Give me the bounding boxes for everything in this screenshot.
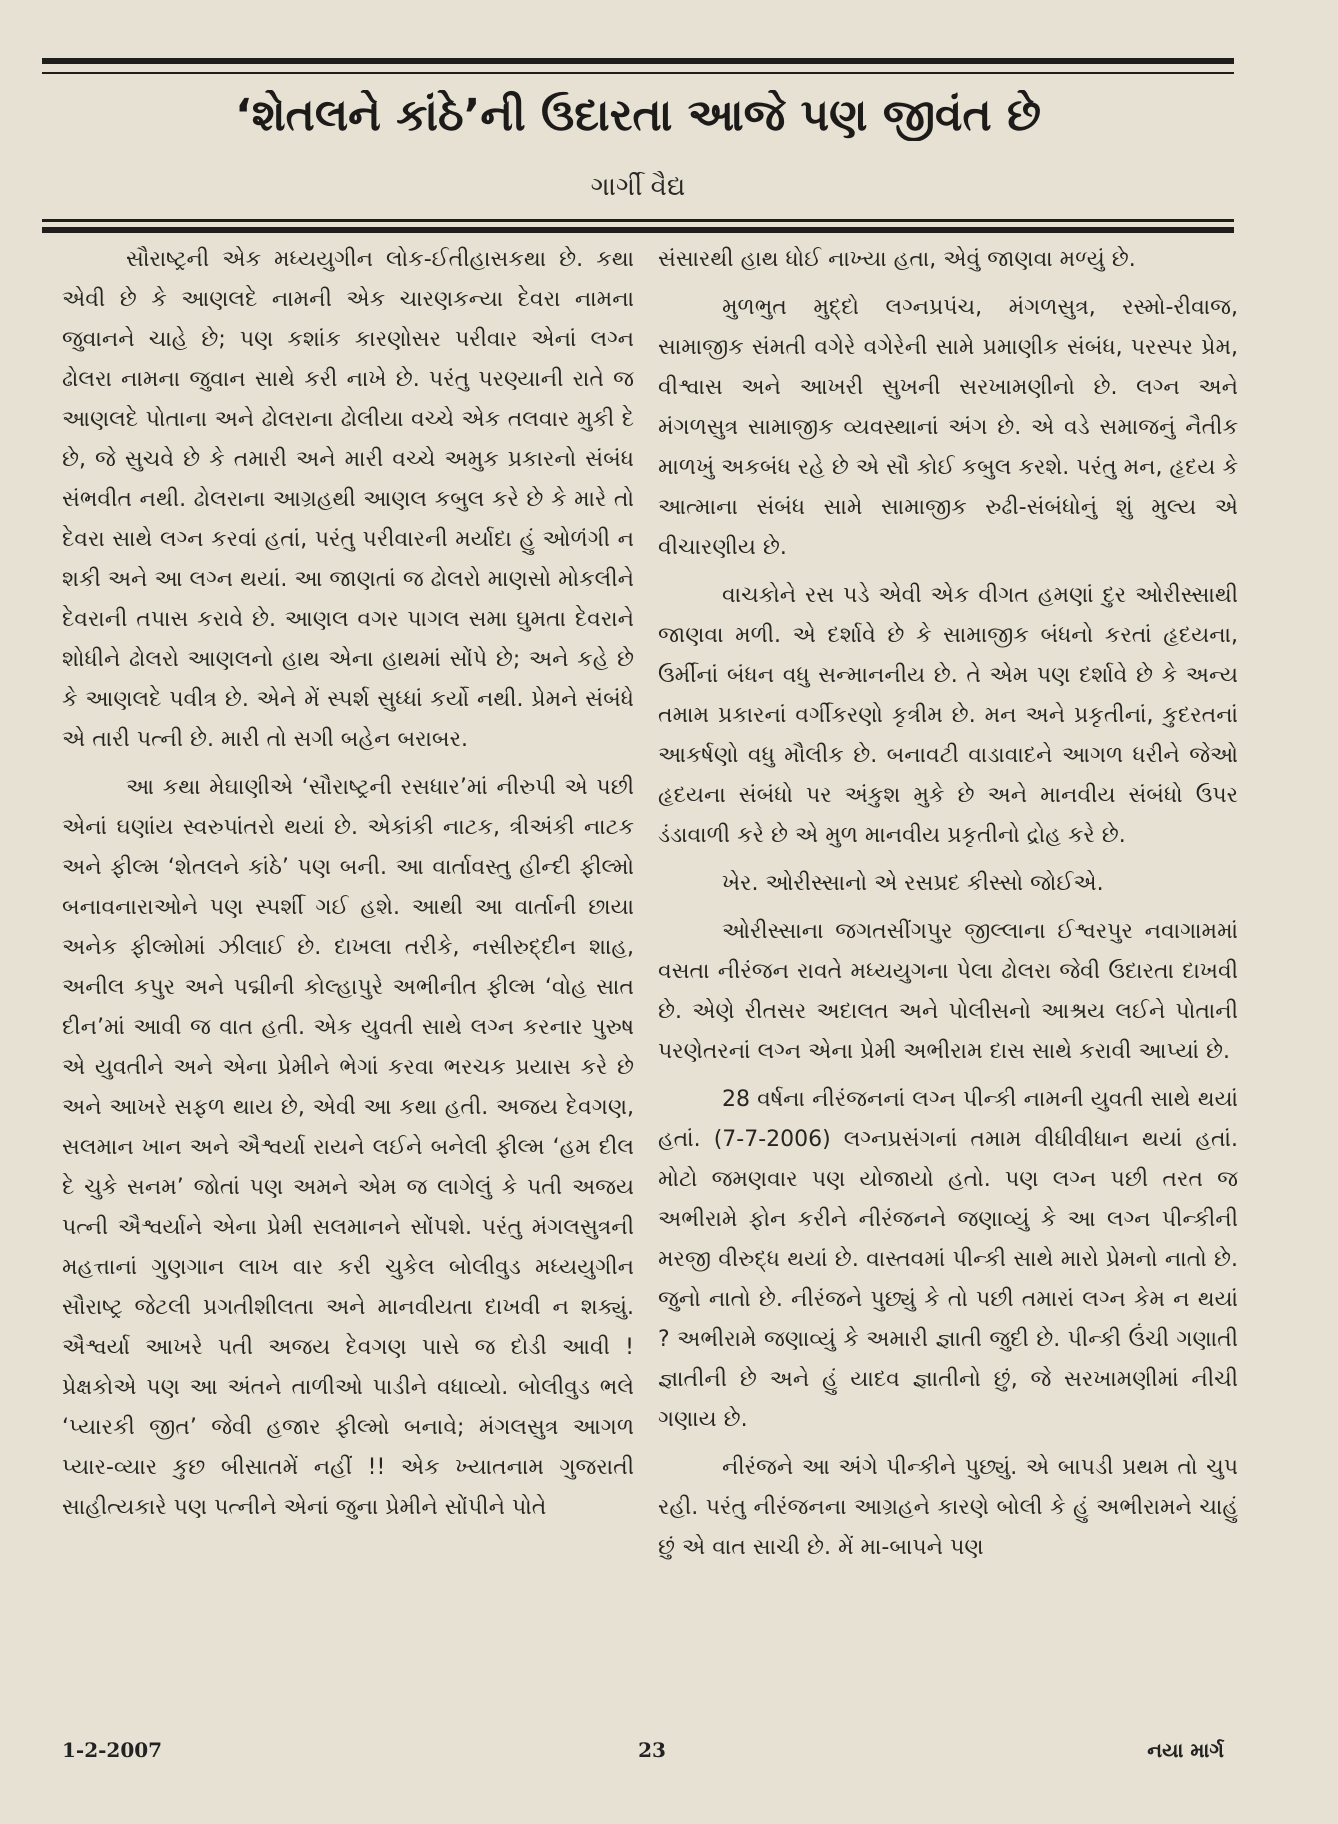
paragraph: ઓરીસ્સાના જગતસીંગપુર જીલ્લાના ઈશ્વરપુર નવાગામમાં વસતા નીરંજન રાવતે મધ્યયુગના પેલા ઢોલરા જેવી ઉદારતા દાખવી છે. એણે રીતસર અદાલત અને પોલીસનો આશ્રય લઈને પોતાની પરણેતરનાં લગ્ન એના પ્રેમી અભીરામ દાસ સાથે કરાવી આપ્યાં છે. xyxy=(658,919,1238,1064)
right-column xyxy=(658,240,1238,1680)
paragraph: નીરંજને આ અંગે પીન્કીને પુછ્યું. એ બાપડી પ્રથમ તો ચુપ રહી. પરંતુ નીરંજનના આગ્રહને કારણે બોલી કે હું અભીરામને ચાહું છું એ વાત સાચી છે. મેં મા-બાપને પણ xyxy=(658,1455,1238,1560)
left-column xyxy=(62,240,634,1680)
paragraph: મુળભુત મુદ્દો લગ્નપ્રપંચ, મંગળસુત્ર, રસ્મો-રીવાજ, સામાજીક સંમતી વગેરે વગેરેની સામે પ્રમાણીક સંબંધ, પરસ્પર પ્રેમ, વીશ્વાસ અને આખરી સુખની સરખામણીનો છે. લગ્ન અને મંગળસુત્ર સામાજીક વ્યવસ્થાનાં અંગ છે. એ વડે સમાજનું નૈતીક માળખું અકબંધ રહે છે એ સૌ કોઈ કબુલ કરશે. પરંતુ મન, હૃદય કે આત્માના સંબંધ સામે સામાજીક રુઢી-સંબંધોનું શું મુલ્ય એ વીચારણીય છે. xyxy=(658,295,1238,560)
page-number: 23 xyxy=(638,1738,666,1762)
magazine-name: નયા માર્ગ xyxy=(1147,1738,1224,1762)
article-author: ગાર્ગી વૈદ્ય xyxy=(590,172,686,202)
header-rule-thin xyxy=(42,72,1234,74)
article-title: ‘શેતલને કાંઠે’ની ઉદારતા આજે પણ જીવંત છે xyxy=(235,90,1041,141)
paragraph: સૌરાષ્ટ્રની એક મધ્યયુગીન લોક-ઈતીહાસકથા છે. કથા એવી છે કે આણલદે નામની એક ચારણકન્યા દેવરા નામના જુવાનને ચાહે છે; પણ કશાંક કારણોસર પરીવાર એનાં લગ્ન ઢોલરા નામના જુવાન સાથે કરી નાખે છે. પરંતુ પરણ્યાની રાતે જ આણલદે પોતાના અને ઢોલરાના ઢોલીયા વચ્ચે એક તલવાર મુકી દે છે, જે સુચવે છે કે તમારી અને મારી વચ્ચે અમુક પ્રકારનો સંબંધ સંભવીત નથી. ઢોલરાના આગ્રહથી આણલ કબુલ કરે છે કે મારે તો દેવરા સાથે લગ્ન કરવાં હતાં, પરંતુ પરીવારની મર્યાદા હું ઓળંગી ન શકી અને આ લગ્ન થયાં. આ જાણતાં જ ઢોલરો માણસો મોકલીને દેવરાની તપાસ કરાવે છે. આણલ વગર પાગલ સમા ઘુમતા દેવરાને શોધીને ઢોલરો આણલનો હાથ એના હાથમાં સોંપે છે; અને કહે છે કે આણલદે પવીત્ર છે. એને મેં સ્પર્શ સુધ્ધાં કર્યો નથી. પ્રેમને સંબંધે એ તારી પત્ની છે. મારી તો સગી બહેન બરાબર. xyxy=(62,247,634,752)
issue-date: 1-2-2007 xyxy=(62,1738,163,1762)
paragraph: આ કથા મેઘાણીએ ‘સૌરાષ્ટ્રની રસધાર’માં નીરુપી એ પછી એનાં ઘણાંય સ્વરુપાંતરો થયાં છે. એકાંકી નાટક, ત્રીઅંકી નાટક અને ફીલ્મ ‘શેતલને કાંઠે’ પણ બની. આ વાર્તાવસ્તુ હીન્દી ફીલ્મો બનાવનારાઓને પણ સ્પર્શી ગઈ હશે. આથી આ વાર્તાની છાયા અનેક ફીલ્મોમાં ઝીલાઈ છે. દાખલા તરીકે, નસીરુદ્દીન શાહ, અનીલ કપુર અને પદ્મીની કોલ્હાપુરે અભીનીત ફીલ્મ ‘વોહ સાત દીન’માં આવી જ વાત હતી. એક યુવતી સાથે લગ્ન કરનાર પુરુષ એ યુવતીને અને એના પ્રેમીને ભેગાં કરવા ભરચક પ્રયાસ કરે છે અને આખરે સફળ થાય છે, એવી આ કથા હતી. અજય દેવગણ, સલમાન ખાન અને ઐશ્વર્યા રાયને લઈને બનેલી ફીલ્મ ‘હમ દીલ દે ચુકે સનમ’ જોતાં પણ અમને એમ જ લાગેલું કે પતી અજય પત્ની ઐશ્વર્યાને એના પ્રેમી સલમાનને સોંપશે. પરંતુ મંગલસુત્રની મહત્તાનાં ગુણગાન લાખ વાર કરી ચુકેલ બોલીવુડ મધ્યયુગીન સૌરાષ્ટ્ર જેટલી પ્રગતીશીલતા અને માનવીયતા દાખવી ન શક્યું. ઐશ્વર્યા આખરે પતી અજય દેવગણ પાસે જ દોડી આવી ! પ્રેક્ષકોએ પણ આ અંતને તાળીઓ પાડીને વધાવ્યો. બોલીવુડ ભલે ‘પ્યારકી જીત’ જેવી હજાર ફીલ્મો બનાવે; મંગલસુત્ર આગળ પ્યાર-વ્યાર કુછ બીસાતમેં નહીં !! એક ખ્યાતનામ ગુજરાતી સાહીત્યકારે પણ પત્નીને એનાં જુના પ્રેમીને સોંપીને પોતે xyxy=(62,775,634,1520)
paragraph: 28 વર્ષના નીરંજનનાં લગ્ન પીન્કી નામની યુવતી સાથે થયાં હતાં. (7-7-2006) લગ્નપ્રસંગનાં તમામ વીધીવીધાન થયાં હતાં. મોટો જમણવાર પણ યોજાયો હતો. પણ લગ્ન પછી તરત જ અભીરામે ફોન કરીને નીરંજનને જણાવ્યું કે આ લગ્ન પીન્કીની મરજી વીરુદ્ધ થયાં છે. વાસ્તવમાં પીન્કી સાથે મારો પ્રેમનો નાતો છે. જુનો નાતો છે. નીરંજને પુછ્યું કે તો પછી તમારાં લગ્ન કેમ ન થયાં ? અભીરામે જણાવ્યું કે અમારી જ્ઞાતી જુદી છે. પીન્કી ઉંચી ગણાતી જ્ઞાતીની છે અને હું યાદવ જ્ઞાતીનો છું, જે સરખામણીમાં નીચી ગણાય છે. xyxy=(658,1087,1238,1432)
title-rule-thick xyxy=(42,227,1234,233)
paragraph: વાચકોને રસ પડે એવી એક વીગત હમણાં દુર ઓરીસ્સાથી જાણવા મળી. એ દર્શાવે છે કે સામાજીક બંધનો કરતાં હૃદયના, ઉર્મીનાં બંધન વધુ સન્માનનીય છે. તે એમ પણ દર્શાવે છે કે અન્ય તમામ પ્રકારનાં વર્ગીકરણો કૃત્રીમ છે. મન અને પ્રકૃતીનાં, કુદરતનાં આકર્ષણો વધુ મૌલીક છે. બનાવટી વાડાવાદને આગળ ધરીને જેઓ હૃદયના સંબંધો પર અંકુશ મુકે છે અને માનવીય સંબંધો ઉપર ડંડાવાળી કરે છે એ મુળ માનવીય પ્રકૃતીનો દ્રોહ કરે છે. xyxy=(658,583,1238,848)
page-footer xyxy=(42,1738,1234,1768)
paragraph: સંસારથી હાથ ધોઈ નાખ્યા હતા, એવું જાણવા મળ્યું છે. xyxy=(658,247,1136,272)
header-rule-thick xyxy=(42,58,1234,64)
title-rule-thin xyxy=(42,219,1234,222)
paragraph: ખેર. ઓરીસ્સાનો એ રસપ્રદ કીસ્સો જોઈએ. xyxy=(722,871,1104,896)
